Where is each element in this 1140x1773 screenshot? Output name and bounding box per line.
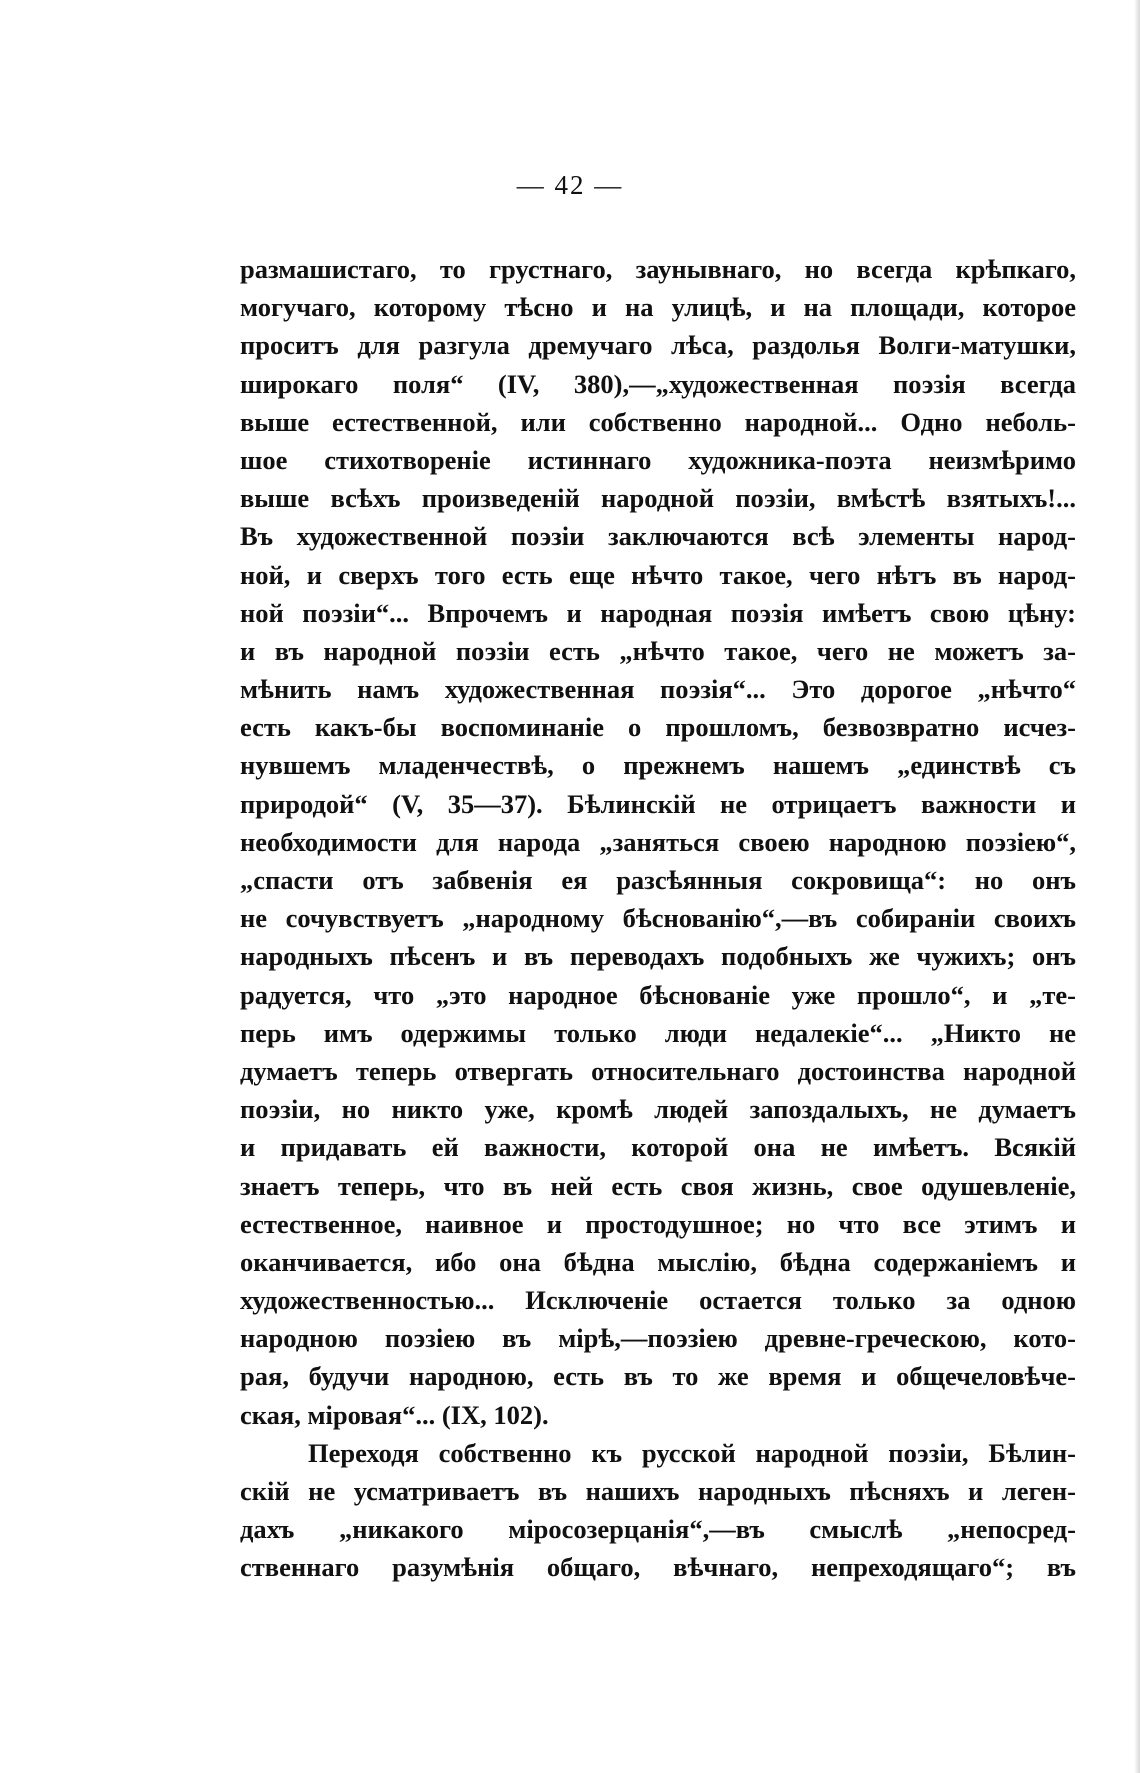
- paragraph-start-line: Переходя собственно къ русской народной поэзіи, Бѣлин-: [308, 1437, 1076, 1468]
- text-line: оканчивается, ибо она бѣдна мыслію, бѣдна содержаніемъ и: [240, 1246, 1076, 1277]
- paragraph-end-line: ская, міровая“... (IX, 102).: [240, 1399, 549, 1430]
- text-line: широкаго поля“ (IV, 380),—„художественная поэзія всегда: [240, 368, 1076, 399]
- text-line: думаетъ теперь отвергать относительнаго достоинства народной: [240, 1055, 1076, 1086]
- text-line: нувшемъ младенчествѣ, о прежнемъ нашемъ „единствѣ съ: [240, 750, 1076, 781]
- text-line: и придавать ей важности, которой она не имѣетъ. Всякій: [240, 1132, 1076, 1163]
- text-line: ственнаго разумѣнія общаго, вѣчнаго, непреходящаго“; въ: [240, 1552, 1076, 1583]
- text-line: природой“ (V, 35—37). Бѣлинскій не отрицаетъ важности и: [240, 788, 1076, 819]
- text-line: рая, будучи народною, есть въ то же время и общечеловѣче-: [240, 1361, 1076, 1392]
- text-line: мѣнить намъ художественная поэзія“... Это дорогое „нѣчто“: [240, 674, 1076, 705]
- page-number: — 42 —: [516, 170, 624, 200]
- text-line: шое стихотвореніе истиннаго художника-поэта неизмѣримо: [240, 444, 1076, 475]
- text-line: скій не усматриваетъ въ нашихъ народныхъ пѣсняхъ и леген-: [240, 1476, 1076, 1506]
- text-line: проситъ для разгула дремучаго лѣса, раздолья Волги-матушки,: [240, 330, 1076, 361]
- text-line: размашистаго, то грустнаго, заунывнаго, но всегда крѣпкаго,: [240, 254, 1076, 284]
- text-line: выше естественной, или собственно народной... Одно неболь-: [240, 406, 1076, 437]
- text-line: радуется, что „это народное бѣснованіе уже прошло“, и „те-: [240, 979, 1076, 1010]
- text-line: народною поэзіею въ мірѣ,—поэзіею древне-греческою, кото-: [240, 1323, 1076, 1354]
- body-text: [240, 250, 1076, 1587]
- text-line: перь имъ одержимы только люди недалекіе“... „Никто не: [240, 1017, 1076, 1048]
- text-line: дахъ „никакого міросозерцанія“,—въ смыслѣ „непосред-: [240, 1514, 1076, 1545]
- text-line: могучаго, которому тѣсно и на улицѣ, и на площади, которое: [240, 292, 1076, 323]
- text-line: ной поэзіи“... Впрочемъ и народная поэзія имѣетъ свою цѣну:: [240, 597, 1076, 628]
- text-line: естественное, наивное и простодушное; но что все этимъ и: [240, 1208, 1076, 1239]
- text-line: выше всѣхъ произведеній народной поэзіи, вмѣстѣ взятыхъ!...: [240, 483, 1076, 514]
- text-line: художественностью... Исключеніе остается только за одною: [240, 1285, 1076, 1316]
- text-line: ной, и сверхъ того есть еще нѣчто такое, чего нѣтъ въ народ-: [240, 559, 1076, 590]
- text-line: необходимости для народа „заняться своею народною поэзіею“,: [240, 826, 1076, 857]
- scan-edge-shadow: [1134, 0, 1140, 1773]
- text-line: народныхъ пѣсенъ и въ переводахъ подобныхъ же чужихъ; онъ: [240, 941, 1076, 972]
- text-line: Въ художественной поэзіи заключаются всѣ элементы народ-: [240, 521, 1076, 552]
- text-line: „спасти отъ забвенія ея разсѣянныя сокровища“: но онъ: [240, 865, 1076, 895]
- text-line: знаетъ теперь, что въ ней есть своя жизнь, свое одушевленіе,: [240, 1170, 1076, 1201]
- text-line: поэзіи, но никто уже, кромѣ людей запоздалыхъ, не думаетъ: [240, 1094, 1076, 1125]
- text-line: и въ народной поэзіи есть „нѣчто такое, чего не можетъ за-: [240, 635, 1076, 666]
- text-line: есть какъ-бы воспоминаніе о прошломъ, безвозвратно исчез-: [240, 712, 1076, 743]
- text-line: не сочувствуетъ „народному бѣснованію“,—въ собираніи своихъ: [240, 903, 1076, 934]
